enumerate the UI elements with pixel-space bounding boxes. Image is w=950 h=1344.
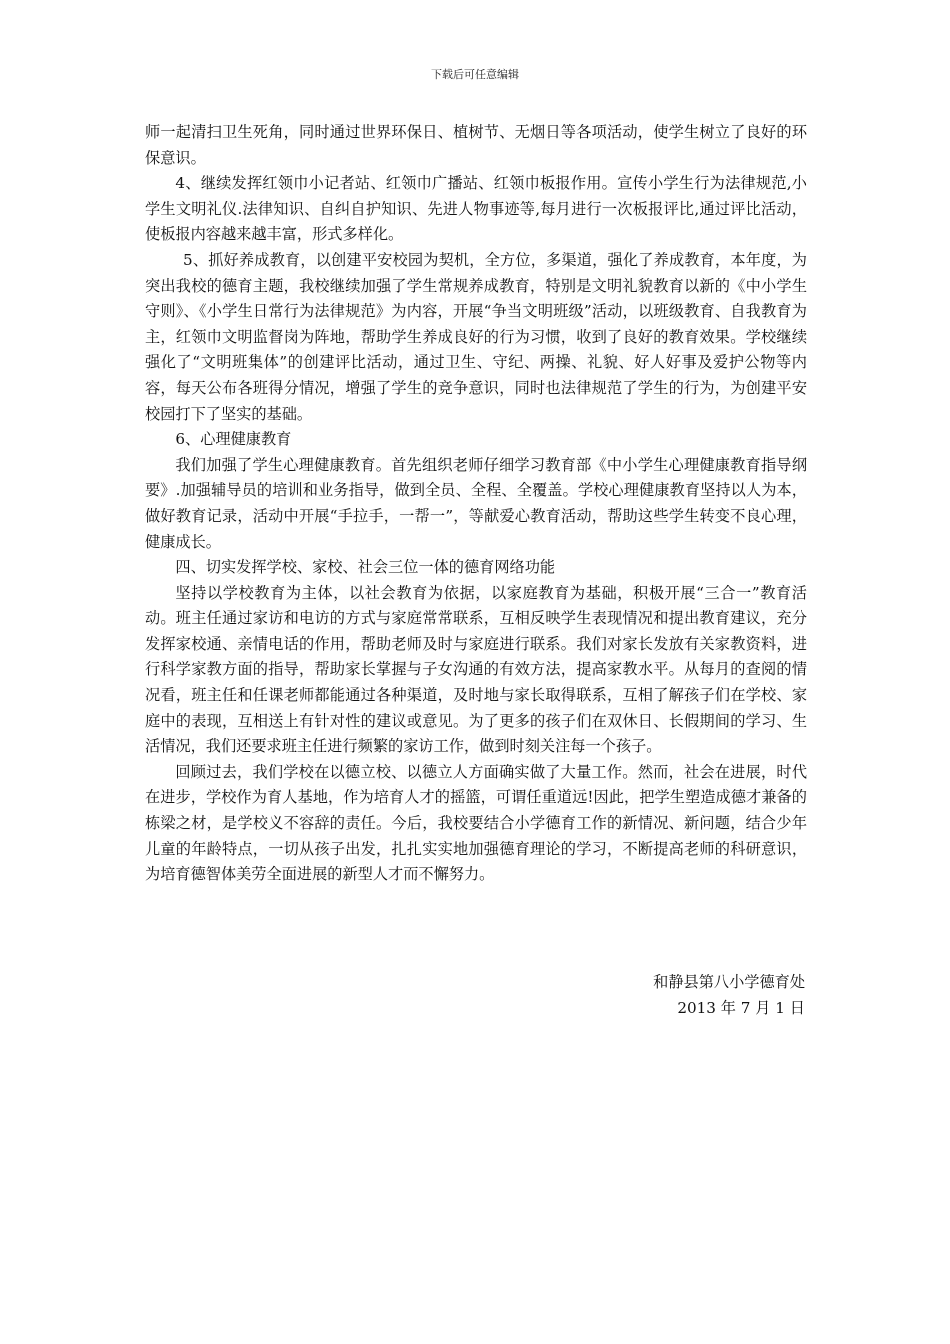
paragraph-home-school: 坚持以学校教育为主体，以社会教育为依据，以家庭教育为基础，积极开展“三合一”教育活动。班主任通过家访和电访的方式与家庭常常联系，互相反映学生表现情况和提出教育建议，充分发挥家校通、亲情电话的作用，帮助老师及时与家庭进行联系。我们对家长发放有关家教资料，进行科学家教方面的指导，帮助家长掌握与子女沟通的有效方法，提高家教水平。从每月的查阅的情况看，班主任和任课老师都能通过各种渠道，及时地与家长取得联系，互相了解孩子们在学校、家庭中的表现，互相送上有针对性的建议或意见。为了更多的孩子们在双休日、长假期间的学习、生活情况，我们还要求班主任进行频繁的家访工作，做到时刻关注每一个孩子。 — [145, 583, 807, 756]
paragraph-item-5: 5、抓好养成教育，以创建平安校园为契机，全方位，多渠道，强化了养成教育，本年度，为突出我校的德育主题，我校继续加强了学生常规养成教育，特别是文明礼貌教育以新的《中小学生守则》、《小学生日常行为法律规范》为内容，开展“争当文明班级”活动，以班级教育、自我教育为主，红领巾文明监督岗为阵地，帮助学生养成良好的行为习惯，收到了良好的教育效果。学校继续强化了“文明班集体”的创建评比活动，通过卫生、守纪、两操、礼貌、好人好事及爱护公物等内容，每天公布各班得分情况，增强了学生的竞争意识，同时也法律规范了学生的行为，为创建平安校园打下了坚实的基础。 — [145, 250, 807, 423]
paragraph-item-4: 4、继续发挥红领巾小记者站、红领巾广播站、红领巾板报作用。宣传小学生行为法律规范,小学生文明礼仪.法律知识、自纠自护知识、先进人物事迹等,每月进行一次板报评比,通过评比活动，使板报内容越来越丰富，形式多样化。 — [145, 174, 807, 244]
signature-date: 2013 年 7 月 1 日 — [677, 998, 805, 1017]
signature-organization: 和静县第八小学德育处 — [653, 973, 805, 991]
heading-item-6: 6、心理健康教育 — [175, 430, 292, 449]
signature-block — [653, 970, 805, 1021]
paragraph-mental-health: 我们加强了学生心理健康教育。首先组织老师仔细学习教育部《中小学生心理健康教育指导纲要》.加强辅导员的培训和业务指导，做到全员、全程、全覆盖。学校心理健康教育坚持以人为本，做好教育记录，活动中开展“手拉手，一帮一”，等献爱心教育活动，帮助这些学生转变不良心理，健康成长。 — [145, 455, 807, 551]
paragraph-environment: 师一起清扫卫生死角，同时通过世界环保日、植树节、无烟日等各项活动，使学生树立了良好的环保意识。 — [145, 123, 807, 167]
page-header: 下载后可任意编辑 — [431, 68, 519, 81]
paragraph-conclusion: 回顾过去，我们学校在以德立校、以德立人方面确实做了大量工作。然而，社会在进展，时代在进步，学校作为育人基地，作为培育人才的摇篮，可谓任重道远!因此，把学生塑造成德才兼备的栋梁之材，是学校义不容辞的责任。今后，我校要结合小学德育工作的新情况、新问题，结合少年儿童的年龄特点，一切从孩子出发，扎扎实实地加强德育理论的学习，不断提高老师的科研意识，为培育德智体美劳全面进展的新型人才而不懈努力。 — [145, 762, 807, 884]
document-body — [145, 120, 807, 888]
heading-section-4: 四、切实发挥学校、家校、社会三位一体的德育网络功能 — [175, 558, 556, 577]
